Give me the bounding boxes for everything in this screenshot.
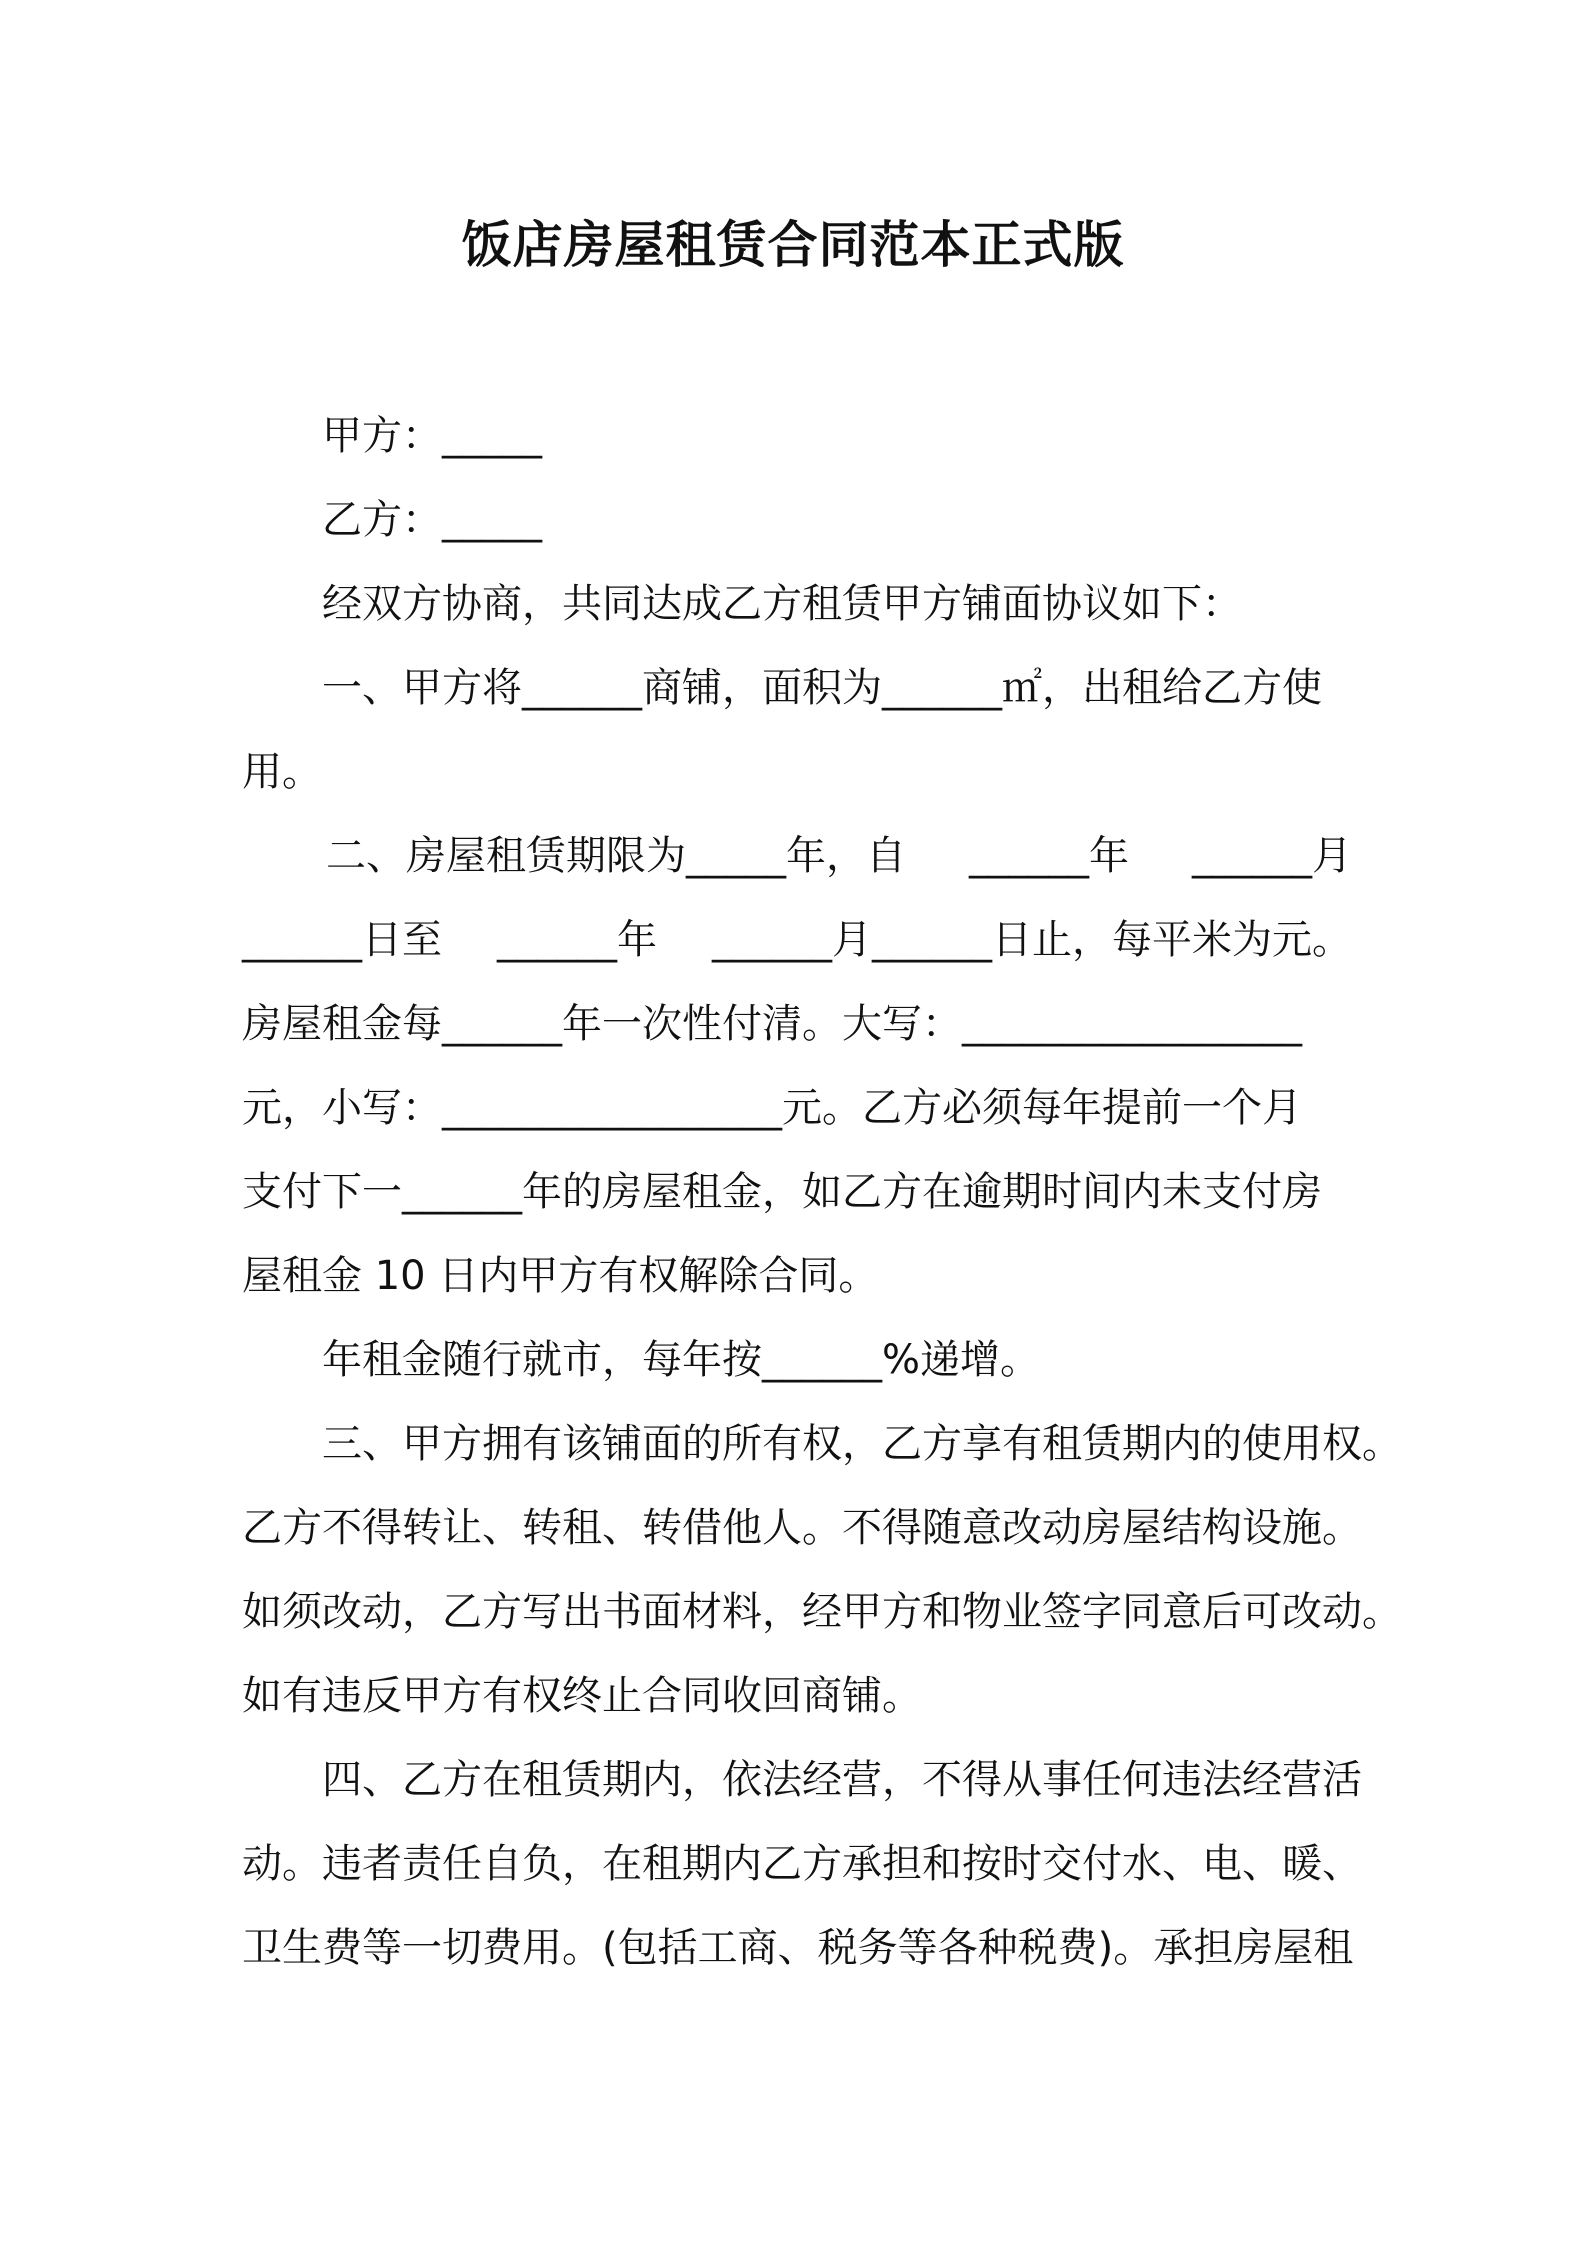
intro-line: 经双方协商，共同达成乙方租赁甲方铺面协议如下： xyxy=(322,581,1242,627)
clause2-line5 xyxy=(242,1164,1352,1220)
clause2-line6: 屋租金 10 日内甲方有权解除合同。 xyxy=(242,1253,879,1299)
clause1-line1 xyxy=(322,660,1352,716)
clause4-line3-text: 卫生费等一切费用。(包括工商、税务等各种税费)。承担房屋租 xyxy=(242,1925,1354,1971)
clause1-line1-text: 一、甲方将______商铺，面积为______㎡，出租给乙方使 xyxy=(322,665,1322,711)
clause2-line4 xyxy=(242,1080,1352,1136)
clause2-line1-part3: ______月 xyxy=(1192,833,1352,879)
clause4-line2-text: 动。违者责任自负，在租期内乙方承担和按时交付水、电、暖、 xyxy=(242,1841,1362,1887)
clause3-line1 xyxy=(322,1416,1402,1472)
clause2-line5-text: 支付下一______年的房屋租金，如乙方在逾期时间内未支付房 xyxy=(242,1169,1322,1215)
clause3-line2 xyxy=(242,1500,1362,1556)
clause3-line4: 如有违反甲方有权终止合同收回商铺。 xyxy=(242,1673,922,1719)
clause2-line2-part1: ______日至 xyxy=(242,917,442,963)
clause2-line1-part1: 二、房屋租赁期限为_____年，自 xyxy=(326,833,906,879)
clause3-line3 xyxy=(242,1584,1402,1640)
clause4-line1-text: 四、乙方在租赁期内，依法经营，不得从事任何违法经营活 xyxy=(322,1757,1362,1803)
clause2-line2-part2: ______年 xyxy=(497,917,657,963)
party-b-line: 乙方：_____ xyxy=(322,497,542,543)
clause2-line1-part2: ______年 xyxy=(969,833,1129,879)
clause2-line4-text: 元，小写：_________________元。乙方必须每年提前一个月 xyxy=(242,1085,1302,1131)
clause2-line3 xyxy=(242,996,1352,1052)
clause2-line2 xyxy=(242,912,1352,968)
clause4-line3 xyxy=(242,1920,1352,1976)
clause2-line2-part3: ______月______日止，每平米为元。 xyxy=(712,917,1352,963)
clause4-line1 xyxy=(322,1752,1362,1808)
clause3-line2-text: 乙方不得转让、转租、转借他人。不得随意改动房屋结构设施。 xyxy=(242,1505,1362,1551)
clause2-line1 xyxy=(326,828,1352,884)
clause3-line1-text: 三、甲方拥有该铺面的所有权，乙方享有租赁期内的使用权。 xyxy=(322,1421,1402,1467)
clause2-line7: 年租金随行就市，每年按______%递增。 xyxy=(322,1337,1041,1383)
clause3-line3-text: 如须改动，乙方写出书面材料，经甲方和物业签字同意后可改动。 xyxy=(242,1589,1402,1635)
clause4-line2 xyxy=(242,1836,1362,1892)
clause2-line3-text: 房屋租金每______年一次性付清。大写：_________________ xyxy=(242,1001,1302,1047)
clause1-line2: 用。 xyxy=(242,749,322,795)
document-title: 饭店房屋租赁合同范本正式版 xyxy=(461,216,1125,274)
party-a-line: 甲方：_____ xyxy=(322,413,542,459)
